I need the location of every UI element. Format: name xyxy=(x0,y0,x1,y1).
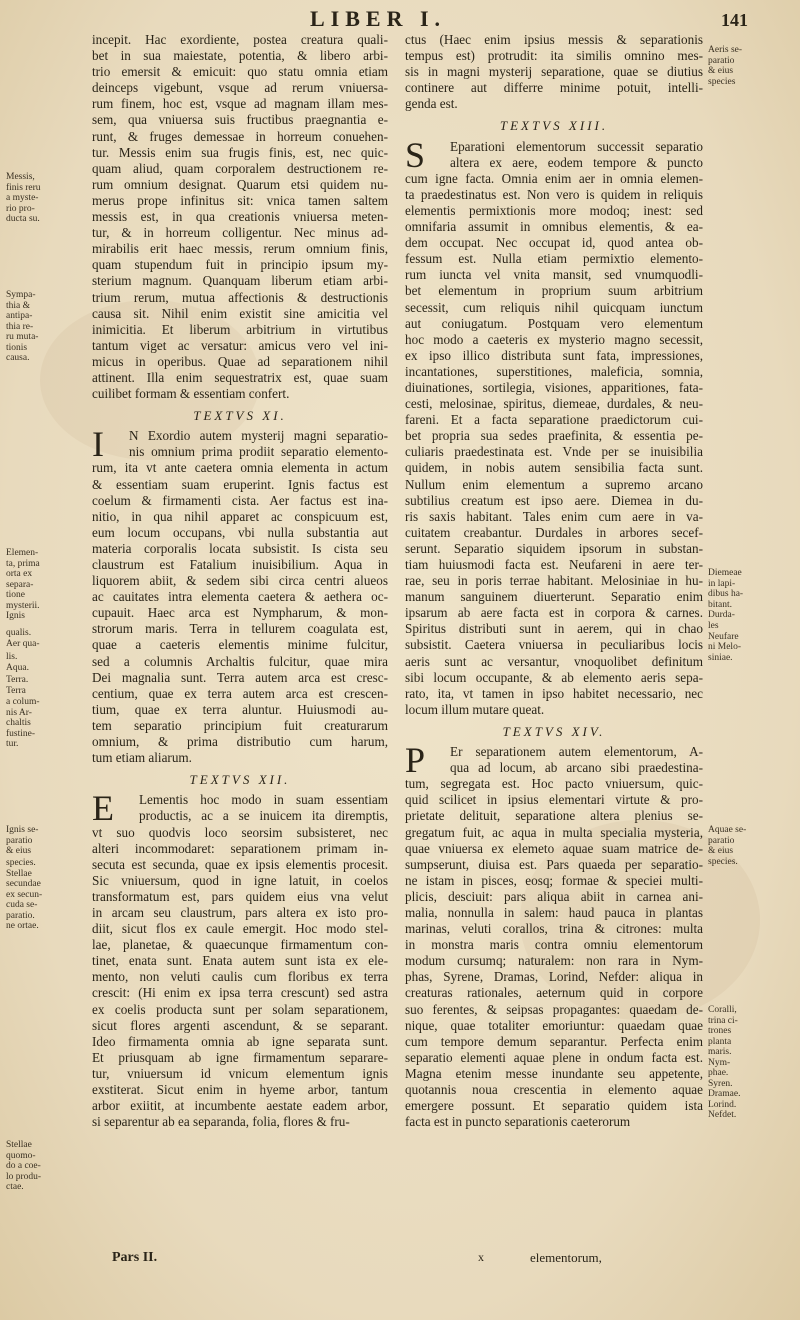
text-line: merus prope infinitus sit: vnica tamen saltem xyxy=(92,192,388,208)
text-line: in arcam seu claustrum, pars altera ex isto pro- xyxy=(92,904,388,920)
margin-note-line: Stellae xyxy=(6,868,32,879)
text-line: Lementis hoc modo in suam essentiam xyxy=(139,792,388,808)
text-line: marinas, veluti corallos, trina & citrones: multa xyxy=(405,921,703,937)
text-line: trium rerum, mutua affectionis & destructionis xyxy=(92,289,388,305)
text-line: mirabilis erit haec messis, rerum omnium finis, xyxy=(92,241,388,257)
margin-note-line: Durda- xyxy=(708,610,735,620)
text-line: bet propria sua sedes praefinita, & essentia pe- xyxy=(405,428,703,444)
margin-note xyxy=(708,45,786,87)
margin-note-line: causa. xyxy=(6,353,30,363)
text-line: Eparationi elementorum successit separatio xyxy=(450,138,703,154)
text-line: vt suo quodvis loco seorsim subsisteret, nec xyxy=(92,824,388,840)
margin-note xyxy=(6,652,88,673)
paragraph xyxy=(92,788,388,1130)
margin-note xyxy=(6,825,88,857)
text-line: bet in sua maiestate, potentia, & libero arbi- xyxy=(92,48,388,64)
margin-note-line: ex secun- xyxy=(6,889,43,900)
text-line: rum iuncta vel vnita mansit, sed vnumquodli- xyxy=(405,267,703,283)
text-line: fessum est. Nulla etiam permixtio elemento- xyxy=(405,251,703,267)
paragraph xyxy=(405,740,703,1130)
margin-note-line: secundae xyxy=(6,879,41,889)
margin-note-line: dibus ha- xyxy=(708,589,744,599)
text-line: altera ex aere, eodem tempore & puncto xyxy=(450,154,703,170)
text-line: alteri incommodaret: separationem primam in- xyxy=(92,840,388,856)
text-line: omnium, & prima distributio cum harum, xyxy=(92,734,388,750)
margin-note-line: fustine- xyxy=(6,728,36,739)
margin-note xyxy=(6,697,88,750)
text-line: ta praedestinatus est. Non vero is quidem in reliquis xyxy=(405,186,703,202)
text-line: diit, sicut flos ex caule emergit. Hoc modo stel- xyxy=(92,921,388,937)
margin-note-line: orta ex xyxy=(6,569,33,579)
text-line: tum etiam aliarum. xyxy=(92,750,192,766)
text-line: nis omnium prima prodiit separatio elemento- xyxy=(129,444,388,460)
text-line: aeris sunt ac versantur, vnoquolibet definitum xyxy=(405,653,703,669)
margin-note-line: mysterii. xyxy=(6,600,40,611)
text-line: rum, ita vt ante caetera omnia elementa in actum xyxy=(92,460,388,476)
text-line: culiaris praedestinata est. Vnde per se inuisibilia xyxy=(405,444,703,460)
margin-note-line: Stellae xyxy=(6,1140,32,1150)
text-line: runt, & fruges demessae in horreum conuehen- xyxy=(92,128,388,144)
drop-cap: S xyxy=(405,134,426,175)
text-line: arbor exiitit, at incumbente aestate eadem arbor, xyxy=(92,1098,388,1114)
text-line: sicut flores argenti ascendunt, & se separant. xyxy=(92,1017,388,1033)
margin-note-line: Sympa- xyxy=(6,290,36,300)
catchword: elementorum, xyxy=(530,1250,602,1265)
margin-note-line: & eius xyxy=(708,66,734,76)
margin-note-line: paratio xyxy=(708,835,735,846)
text-line: malia, nonnulla in salem: haud pauca in plantas xyxy=(405,904,703,920)
margin-note-line: ru muta- xyxy=(6,332,39,342)
left-column xyxy=(92,32,388,1130)
text-line: omnifaria assumit in omnibus elementis, & ea- xyxy=(405,219,703,235)
margin-note-line: Nym- xyxy=(708,1057,731,1068)
text-line: materia corporalis locata subsistit. Is cista seu xyxy=(92,540,388,556)
text-line: subtilius creatum est ipso aere. Diemea in du- xyxy=(405,492,703,508)
text-line: lae, planetae, & quaecunque firmamentum con- xyxy=(92,937,388,953)
text-line: cuilibet formam & essentiam confert. xyxy=(92,386,290,402)
margin-note-line: a colum- xyxy=(6,697,40,707)
margin-note-line: Aeris se- xyxy=(708,45,743,55)
text-line: transformatum est, pars quidem eius vna velut xyxy=(92,888,388,904)
text-line: diuinationes, sortilegia, visiones, apparitiones, fata- xyxy=(405,379,703,395)
margin-note-line: Dramae. xyxy=(708,1089,741,1099)
text-line: tiam huiusmodi facta est. Neufareni in aere ter- xyxy=(405,557,703,572)
margin-note-line: finis reru xyxy=(6,182,41,193)
margin-note-line: Terra. xyxy=(6,675,29,685)
text-line: quam aliud, quam corporalem destructionem re- xyxy=(92,160,388,176)
margin-note-line: ta, prima xyxy=(6,558,40,569)
text-line: plicis, desciuit: pars aliqua abiit in carnea ani- xyxy=(405,888,703,904)
margin-note-line: tione xyxy=(6,590,25,600)
text-line: quam stupendum fuit in principio ipsum my- xyxy=(92,257,388,273)
text-line: eum locum occupans, vbi nulla substantia aut xyxy=(92,524,388,540)
text-line: phas, Syrene, Dramas, Lorind, Nefder: aliqua in xyxy=(405,969,703,985)
margin-note-line: cuda se- xyxy=(6,900,38,910)
margin-note-line: Neufare xyxy=(708,631,739,642)
text-line: quid scilicet in ipsius elementari virtute & pro- xyxy=(405,792,703,808)
text-line: Sic vniuersum, quod in igne latuit, in coelos xyxy=(92,872,388,888)
text-line: locum illum mutare queat. xyxy=(405,701,545,717)
margin-note-line: in lapi- xyxy=(708,578,736,589)
margin-note-line: do a coe- xyxy=(6,1161,41,1171)
margin-note-line: Coralli, xyxy=(708,1005,737,1015)
margin-note-line: Lorind. xyxy=(708,1099,737,1110)
margin-note xyxy=(6,290,88,364)
text-line: strorum maris. Terra in tellurem coagulata est, xyxy=(92,621,388,637)
text-line: continere aut differre minime potuit, intelli- xyxy=(405,80,703,96)
text-line: quae vniuersa ex elemeto aquae suam matrice de- xyxy=(405,840,703,856)
margin-note-line: trina ci- xyxy=(708,1015,738,1026)
text-line: manum sanguinem diuerterunt. Separatio enim xyxy=(405,589,703,605)
margin-note-line: Aer qua- xyxy=(6,638,40,649)
text-line: tem separatio principium fuit creaturarum xyxy=(92,717,388,733)
text-line: modum cursumq; naturalem: non rara in Nym- xyxy=(405,953,703,969)
margin-note-line: species xyxy=(708,76,736,87)
margin-note-line: tionis xyxy=(6,342,28,353)
text-line: rum omnium designat. Quarum etsi quidem nu- xyxy=(92,176,388,192)
margin-note-line: Aquae se- xyxy=(708,825,747,835)
drop-cap: I xyxy=(92,424,104,465)
margin-note-line: planta xyxy=(708,1036,732,1047)
section-heading: TEXTVS XIV. xyxy=(502,723,606,739)
margin-note-line: lis. xyxy=(6,652,18,662)
text-line: Ideo firmamenta omnia ab igne separata sunt. xyxy=(92,1033,388,1049)
text-line: ex ipso illico distributa sunt fata, impressiones, xyxy=(405,347,703,363)
margin-note xyxy=(6,548,88,622)
text-line: cuitatem creabantur. Durdales in arbores secef- xyxy=(405,524,703,540)
text-line: qua ad locum, ab arcano sibi praedestina- xyxy=(450,760,703,776)
text-line: creaturas rationales, aeternum quid in corpore xyxy=(405,985,703,1001)
margin-note-line: les xyxy=(708,621,719,631)
text-line: sed a columnis Archaltis fulcitur, quae mira xyxy=(92,653,388,669)
margin-note-line: & eius xyxy=(708,846,734,856)
text-line: Nullum enim elementum a supremo arcano xyxy=(405,476,703,492)
margin-note xyxy=(6,172,88,225)
margin-note-line: trones xyxy=(708,1026,732,1036)
text-line: facta est in puncto separationis caeterorum xyxy=(405,1114,631,1130)
text-line: ex coelis producta sunt per solam separationem, xyxy=(92,1001,388,1017)
text-line: N Exordio autem mysterij magni separatio- xyxy=(129,428,388,444)
text-line: tinet, enata sunt. Enata autem sunt ista ex ele- xyxy=(92,953,388,969)
margin-note xyxy=(708,1005,786,1121)
text-line: rato, ita, vt tamen in ipso habitet necessario, nec xyxy=(405,685,703,701)
text-line: elementis permixtionis more modoq; inest: sed xyxy=(405,202,703,218)
text-line: bet elementum in proprium suum arbitrium xyxy=(405,283,703,299)
text-line: serunt. Separatio siquidem ipsorum in substan- xyxy=(405,540,703,556)
text-line: deinceps vigebunt, vsque ad rerum vniuersa- xyxy=(92,80,388,96)
margin-note-line: Ignis se- xyxy=(6,825,39,835)
text-line: messis est, in qua creationis vniuersa meten- xyxy=(92,209,388,225)
text-line: gregatum fuit, ac aqua in multa specialia mysteria, xyxy=(405,824,703,840)
margin-note-line: paratio xyxy=(708,55,735,66)
margin-note-line: Aqua. xyxy=(6,662,29,673)
text-line: prietate delituit, separatione altera plenius se- xyxy=(405,808,703,824)
text-line: Et priusquam ab igne firmamentum separare- xyxy=(92,1049,388,1065)
text-line: incepit. Hac exordiente, postea creatura quali- xyxy=(92,32,388,47)
text-line: exstiterat. Sicut enim in hyeme arbor, tantum xyxy=(92,1082,388,1097)
text-line: causa sit. Nihil enim existit sine amicitia vel xyxy=(92,305,388,321)
margin-note xyxy=(708,825,786,867)
margin-note-line: thia re- xyxy=(6,321,34,332)
text-line: secuta est secunda, quae ex ipsis elementis procesit. xyxy=(92,856,388,872)
text-line: crescit: (Hi enim ex ipsa terra crescunt) sed astra xyxy=(92,985,388,1001)
text-line: & essentiam suam eruperint. Ignis factus est xyxy=(92,476,388,492)
text-line: rae, seu in poris terrae habitant. Melosiniae in hu- xyxy=(405,573,703,589)
margin-note-line: Messis, xyxy=(6,172,35,182)
margin-note-line: Diemeae xyxy=(708,568,742,578)
margin-note xyxy=(708,568,786,621)
text-line: emergere possunt. Et separatio quidem ista xyxy=(405,1098,703,1114)
margin-note-line: tur. xyxy=(6,739,19,749)
signature: Pars II. xyxy=(112,1250,158,1265)
margin-note xyxy=(708,621,786,663)
margin-note-line: chaltis xyxy=(6,718,31,728)
text-line: nitio, in qua nihil apparet ac conspicuum est, xyxy=(92,508,388,524)
page-number: 141 xyxy=(721,10,748,30)
text-line: ctus (Haec enim ipsius messis & separationis xyxy=(405,32,703,47)
margin-note-line: Terra xyxy=(6,685,26,696)
margin-note-line: thia & xyxy=(6,300,31,311)
text-line: ris saxis habitant. Tales enim cum aere in va- xyxy=(405,508,703,524)
text-line: incantationes, superstitiones, maleficia, somnia, xyxy=(405,363,703,379)
margin-note-line: paratio xyxy=(6,835,33,846)
text-line: genda est. xyxy=(405,96,458,112)
text-line: centium, quae ex terra autem arca est crescen- xyxy=(92,685,388,701)
text-line: rum finem, hoc est, vsque ad magnam illam mes- xyxy=(92,96,388,112)
margin-note-line: rio pro- xyxy=(6,203,35,214)
text-line: cupauit. Haec arca est Nympharum, & mon- xyxy=(92,605,388,621)
text-line: cesti, melosinae, spiritus, diemeae, durdales, & neu- xyxy=(405,396,703,412)
margin-note-line: species. xyxy=(708,856,738,867)
text-line: Spiritus distributi sunt in aerem, qui in chao xyxy=(405,621,703,637)
margin-note-line: quomo- xyxy=(6,1150,36,1161)
page-header xyxy=(0,6,800,34)
text-line: cum tempore demum separantur. Perfecta enim xyxy=(405,1033,703,1049)
margin-note xyxy=(6,675,88,696)
text-line: tempus est) protrudit: ita similis omnino mes- xyxy=(405,48,703,64)
paragraph xyxy=(405,134,703,718)
margin-note-line: Syren. xyxy=(708,1078,733,1089)
text-line: mento, non veluti caulis cum floribus ex terra xyxy=(92,969,388,985)
text-line: tum, segregata est. Hoc pacto vniuersum, quic- xyxy=(405,776,703,792)
text-line: cum igne facta. Omnia enim aer in omnia elemen- xyxy=(405,170,703,186)
text-line: Dei magnalia sunt. Terra autem arca est cresc- xyxy=(92,669,388,685)
text-line: quotannis noua crescentia in elemento aquae xyxy=(405,1082,703,1097)
right-column xyxy=(405,32,703,1130)
text-line: sumpserunt, diuisa est. Pars quaeda per separatio- xyxy=(405,856,703,872)
margin-note xyxy=(6,858,88,932)
paragraph xyxy=(405,32,703,112)
text-line: fareni. Et a facta separatione praedictorum cui- xyxy=(405,412,703,428)
text-line: in monstra maris contra omniu elementorum xyxy=(405,937,703,953)
signature-mark: x xyxy=(478,1250,484,1264)
margin-note-line: qualis. xyxy=(6,628,32,638)
text-line: quae a caeteris elementis minime fulcitur, xyxy=(92,637,388,653)
margin-note-line: nis Ar- xyxy=(6,707,32,718)
text-line: trio emersit & emicuit: quo statu omnia etiam xyxy=(92,64,388,80)
text-line: separatio elementi aquae plene in ondum facta est. xyxy=(405,1049,703,1065)
text-line: sis in magni mysterij separatione, quae se diutius xyxy=(405,64,703,80)
margin-note-line: phae. xyxy=(708,1068,729,1078)
margin-note-line: paratio. xyxy=(6,910,35,921)
drop-cap: E xyxy=(92,788,114,829)
section-heading: TEXTVS XI. xyxy=(193,408,287,424)
section-heading: TEXTVS XII. xyxy=(189,772,291,788)
text-line: productis, ac a se inuicem ita diremptis, xyxy=(139,808,388,824)
paragraph xyxy=(92,424,388,766)
paragraph xyxy=(92,32,388,402)
text-line: si separentur ab ea separanda, folia, flores & fru- xyxy=(92,1114,350,1130)
margin-note-line: maris. xyxy=(708,1047,732,1057)
text-line: tantum viget ac versatur: amicus vero vel ini- xyxy=(92,337,388,353)
text-line: attinent. Illa enim sequestratrix est, quae suam xyxy=(92,369,388,385)
text-line: quidem, in nobis autem sensibilia facta sunt. xyxy=(405,460,703,476)
text-line: tium, quae ex terra aluntur. Huiusmodi au- xyxy=(92,701,388,717)
margin-note-line: Ignis xyxy=(6,611,25,621)
drop-cap: P xyxy=(405,740,426,781)
text-line: subsistit. Caetera vniuersa in peculiaribus locis xyxy=(405,637,703,653)
text-line: ipsarum ab aere facta est in corpora & carnes. xyxy=(405,605,703,621)
text-line: ne istam in pisces, eosq; formae & speciei multi- xyxy=(405,872,703,888)
text-line: aut coniugatum. Postquam vero elementum xyxy=(405,315,703,331)
text-line: suo ferentes, & seipsas propagantes: quaedam de- xyxy=(405,1001,703,1017)
text-line: hoc modo a caeteris ex mysterio magno secessit, xyxy=(405,331,703,347)
text-line: ac cauitates intra elementa caetera & aethera oc- xyxy=(92,589,388,605)
text-line: sem, qua vniuersa suis fructibus praegnantia e- xyxy=(92,112,388,128)
margin-note-line: ne ortae. xyxy=(6,921,39,931)
margin-note-line: ctae. xyxy=(6,1182,24,1192)
margin-note-line: species. xyxy=(6,858,36,868)
margin-note-line: ni Melo- xyxy=(708,642,741,652)
text-line: liquorem abiit, & sedem sibi circa centri alueos xyxy=(92,573,388,589)
text-line: sibi locum occupante, & ab elemento aeris sepa- xyxy=(405,669,703,685)
margin-note-line: lo produ- xyxy=(6,1171,42,1182)
margin-note-line: bitant. xyxy=(708,599,733,610)
margin-note-line: antipa- xyxy=(6,311,33,321)
text-line: micus in operibus. Quae ad separationem nihil xyxy=(92,353,388,369)
text-line: Er separationem autem elementorum, A- xyxy=(450,744,703,760)
margin-note-line: ducta su. xyxy=(6,214,40,224)
section-heading: TEXTVS XIII. xyxy=(499,118,609,134)
running-head: LIBER I. xyxy=(310,6,447,31)
margin-note xyxy=(6,628,88,649)
text-line: Magna etenim messe inundante seu appetente, xyxy=(405,1065,703,1081)
margin-note-line: & eius xyxy=(6,846,32,856)
text-line: inimicitia. Et liberum arbitrium in virtutibus xyxy=(92,321,388,337)
text-line: tur, & in horreum colligentur. Nec minus ad- xyxy=(92,225,388,241)
text-line: nique, quae totaliter emoriuntur: quaedam quae xyxy=(405,1017,703,1033)
text-line: tur, vniuersum id vnicum elementum ignis xyxy=(92,1065,388,1081)
text-line: tur. Messis enim sua frugis finis, est, nec quic- xyxy=(92,144,388,160)
text-line: claustrum est Fatalium inuisibilium. Aqua in xyxy=(92,557,388,572)
margin-note-line: siniae. xyxy=(708,652,733,663)
text-line: dem occupat. Nec occupat id, quod antea ob- xyxy=(405,235,703,251)
margin-note xyxy=(6,1140,88,1193)
margin-note-line: Elemen- xyxy=(6,548,39,558)
text-line: secessit, cum reliquis nihil quicquam iunctum xyxy=(405,299,703,315)
margin-note-line: a myste- xyxy=(6,193,39,203)
margin-note-line: Nefdet. xyxy=(708,1110,737,1120)
text-line: sterium magnum. Quanquam liberum etiam arbi- xyxy=(92,273,388,289)
text-line: coelum & firmamenti cista. Aer factus est ina- xyxy=(92,492,388,508)
margin-note-line: separa- xyxy=(6,579,34,590)
